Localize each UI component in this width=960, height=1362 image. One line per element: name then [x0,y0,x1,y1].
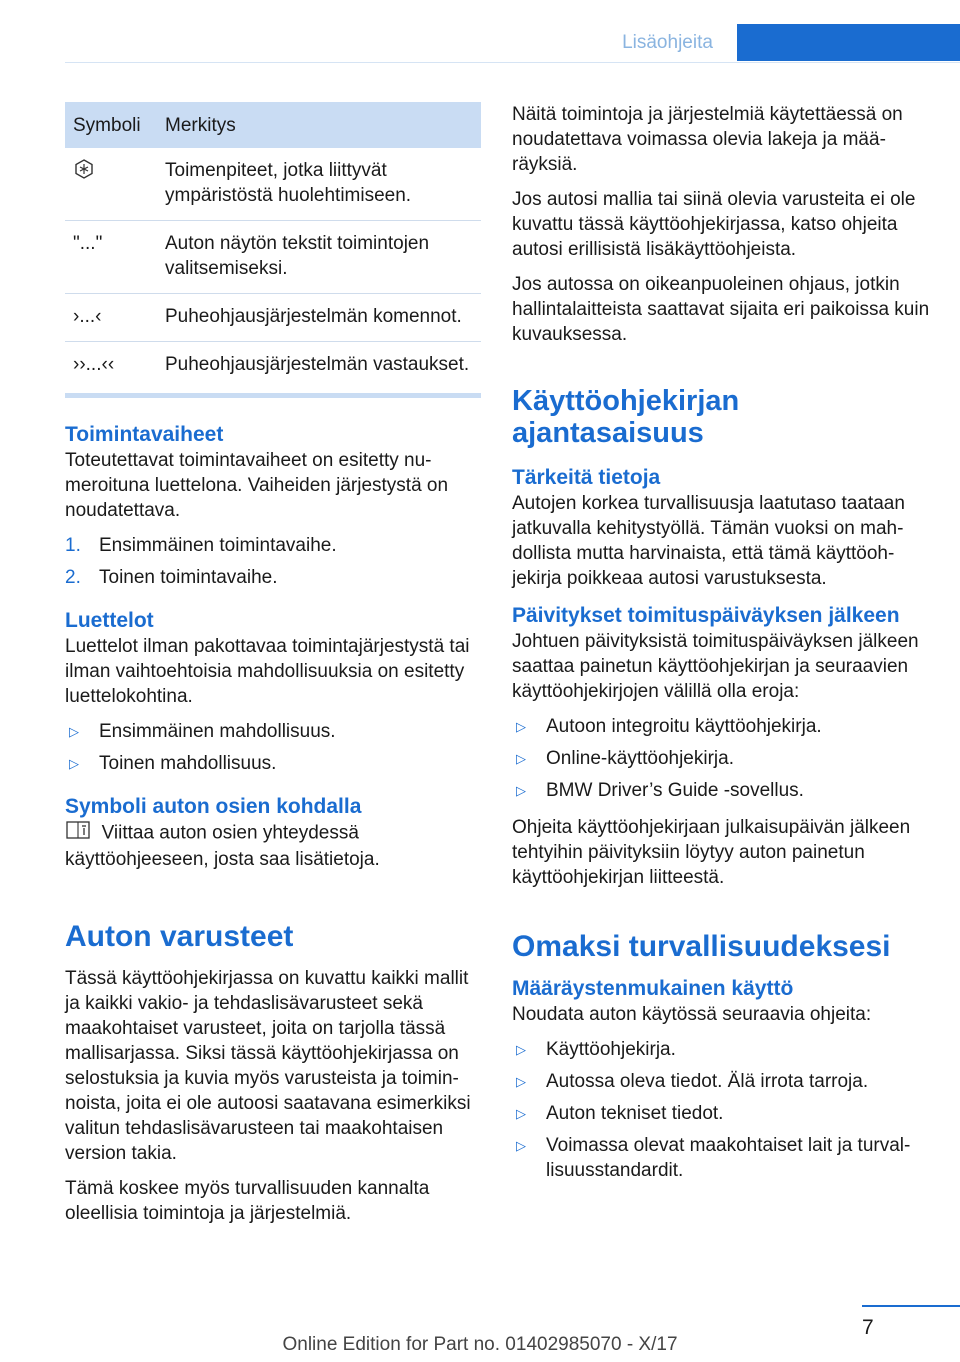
paragraph: Johtuen päivityksistä toimituspäiväyksen jälkeen saattaa painetun käyttöohjekirjan ja seuraavien käyttöohjekirjojen välillä olla eroja: [512,631,919,702]
list-item-text: Toinen mahdollisuus. [99,753,277,774]
triangle-bullet-icon: ▷ [516,1138,526,1153]
header-divider [65,62,960,63]
environment-icon [73,158,95,187]
list-number: 2. [65,567,81,588]
list-item-text: Ensimmäinen toimintavaihe. [99,535,337,556]
list-item [65,751,481,776]
triangle-bullet-icon: ▷ [69,724,79,739]
list-item-text: Toinen toimintavaihe. [99,567,278,588]
table-cell-meaning: Toimenpiteet, jotka liittyvät ympäristöstä huolehtimiseen. [157,148,481,221]
list-item [512,1037,930,1062]
right-column [512,102,930,1195]
heading-tarkeita-tietoja: Tärkeitä tietoja [512,466,661,489]
symboli-text: Viittaa auton osien yhteydessä käyttöohjeeseen, josta saa lisätietoja. [65,822,380,870]
table-row [65,342,481,390]
list-item-text: Online-käyttöohjekirja. [546,748,734,769]
heading-toimintavaiheet: Toimintavaiheet [65,423,224,446]
paragraph: Näitä toimintoja ja järjestelmiä käytettäessä on noudatettava voimassa olevia lakeja ja määräyksiä. [512,104,903,175]
paragraph: Jos autossa on oikeanpuoleinen ohjaus, jotkin hallintalaitteista saattavat sijaita eri paikoissa kuin kuvauksessa. [512,274,930,345]
list-item-text: Auton tekniset tiedot. [546,1103,724,1124]
heading-auton-varusteet: Auton varusteet [65,920,294,953]
paragraph: Autojen korkea turvallisuusja laatutaso taataan jatkuvalla kehitystyöllä. Tämän vuoksi on mahdollista mutta harvinaista, että tämä käyttöohjekirja poikkeaa autosi varustuksesta. [512,493,905,589]
table-cell-symbol: ››...‹‹ [73,354,115,375]
triangle-bullet-icon: ▷ [516,783,526,798]
list-item [512,1101,930,1126]
triangle-bullet-icon: ▷ [516,1042,526,1057]
list-item [65,565,481,590]
list-item-text: BMW Driver’s Guide -sovellus. [546,780,804,801]
list-item [512,746,930,771]
triangle-bullet-icon: ▷ [69,756,79,771]
triangle-bullet-icon: ▷ [516,719,526,734]
list-item [65,719,481,744]
page-number: 7 [862,1316,874,1339]
table-header-row [65,102,481,148]
footer-accent-rule [862,1305,960,1307]
paragraph: Noudata auton käytössä seuraavia ohjeita: [512,1004,872,1025]
list-item-text: Autossa oleva tiedot. Älä irrota tarroja. [546,1071,869,1092]
list-number: 1. [65,535,81,556]
list-item-text: Käyttöohjekirja. [546,1039,676,1060]
table-cell-symbol: ›...‹ [65,294,157,342]
bullet-list [512,1037,930,1183]
list-item [512,1133,930,1183]
list-item [512,714,930,739]
header-accent-bar [737,24,960,61]
table-header-meaning: Merkitys [157,102,481,148]
paragraph: Jos autosi mallia tai siinä olevia varusteita ei ole kuvattu tässä käyttöohjekirjassa, katso ohjeita autosi erillisistä lisäkäyttöohjeista. [512,189,916,260]
table-row [65,294,481,342]
paragraph: Luettelot ilman pakottavaa toimintajärjestystä tai ilman vaihtoehtoisia mahdollisuuksia on esitetty luettelokohtina. [65,636,470,707]
list-item-text: Ensimmäinen mahdollisuus. [99,721,336,742]
heading-paivitykset: Päivitykset toimituspäiväyksen jälkeen [512,604,900,627]
header-section-title: Lisäohjeita [622,32,713,53]
book-icon [65,820,91,847]
table-cell-symbol [65,148,157,221]
left-column [65,102,481,1236]
table-row [65,148,481,221]
list-item-text: Autoon integroitu käyttöohjekirja. [546,716,822,737]
paragraph: Ohjeita käyttöohjekirjaan julkaisupäivän jälkeen tehtyihin päivityksiin löytyy auton painetun käyttöohjekirjan liitteestä. [512,817,911,888]
paragraph-symboli [65,820,481,872]
list-item [512,1069,930,1094]
triangle-bullet-icon: ▷ [516,1074,526,1089]
list-item [65,533,481,558]
paragraph: Toteutettavat toimintavaiheet on esitetty numeroituna luettelona. Vaiheiden järjestystä on noudatettava. [65,450,449,521]
table-header-symbol: Symboli [65,102,157,148]
triangle-bullet-icon: ▷ [516,1106,526,1121]
bullet-list [512,714,930,803]
bullet-list [65,719,481,776]
table-cell-symbol: "..." [65,221,157,294]
table-cell-meaning: Puheohjausjärjestelmän komennot. [157,294,481,342]
heading-ajantasaisuus: Käyttöohjekirjan ajantasaisuus [512,385,740,449]
heading-maaraystenmukainen-kaytto: Määräystenmukainen käyttö [512,977,794,1000]
list-item [512,778,930,803]
table-row [65,221,481,294]
symbol-table [65,102,481,389]
heading-luettelot: Luettelot [65,609,154,632]
list-item-text: Voimassa olevat maakohtaiset lait ja turvallisuusstandardit. [546,1135,911,1181]
heading-symboli: Symboli auton osien kohdalla [65,795,362,818]
table-cell-meaning: Puheohjausjärjestelmän vastaukset. [165,354,470,375]
triangle-bullet-icon: ▷ [516,751,526,766]
paragraph: Tässä käyttöohjekirjassa on kuvattu kaikki mallit ja kaikki vakio- ja tehdaslisävarusteet sekä maakohtaiset varusteet, joita on tarjolla tässä mallisarjassa. Siksi tässä käyttöohjekirjassa on selostuksia ja kuvia myös varusteista ja toiminnoista, joita ei ole autoosi saatavana esimerkiksi valitun tehdaslisävarusteen tai maakohtaisen version takia. [65,968,471,1164]
table-cell-meaning: Auton näytön tekstit toimintojen valitsemiseksi. [157,221,481,294]
paragraph: Tämä koskee myös turvallisuuden kannalta oleellisia toimintoja ja järjestelmiä. [65,1178,430,1224]
footer-edition: Online Edition for Part no. 01402985070 - X/17 [282,1334,678,1355]
numbered-list [65,533,481,590]
heading-omaksi-turvallisuudeksesi: Omaksi turvallisuudeksesi [512,930,891,963]
